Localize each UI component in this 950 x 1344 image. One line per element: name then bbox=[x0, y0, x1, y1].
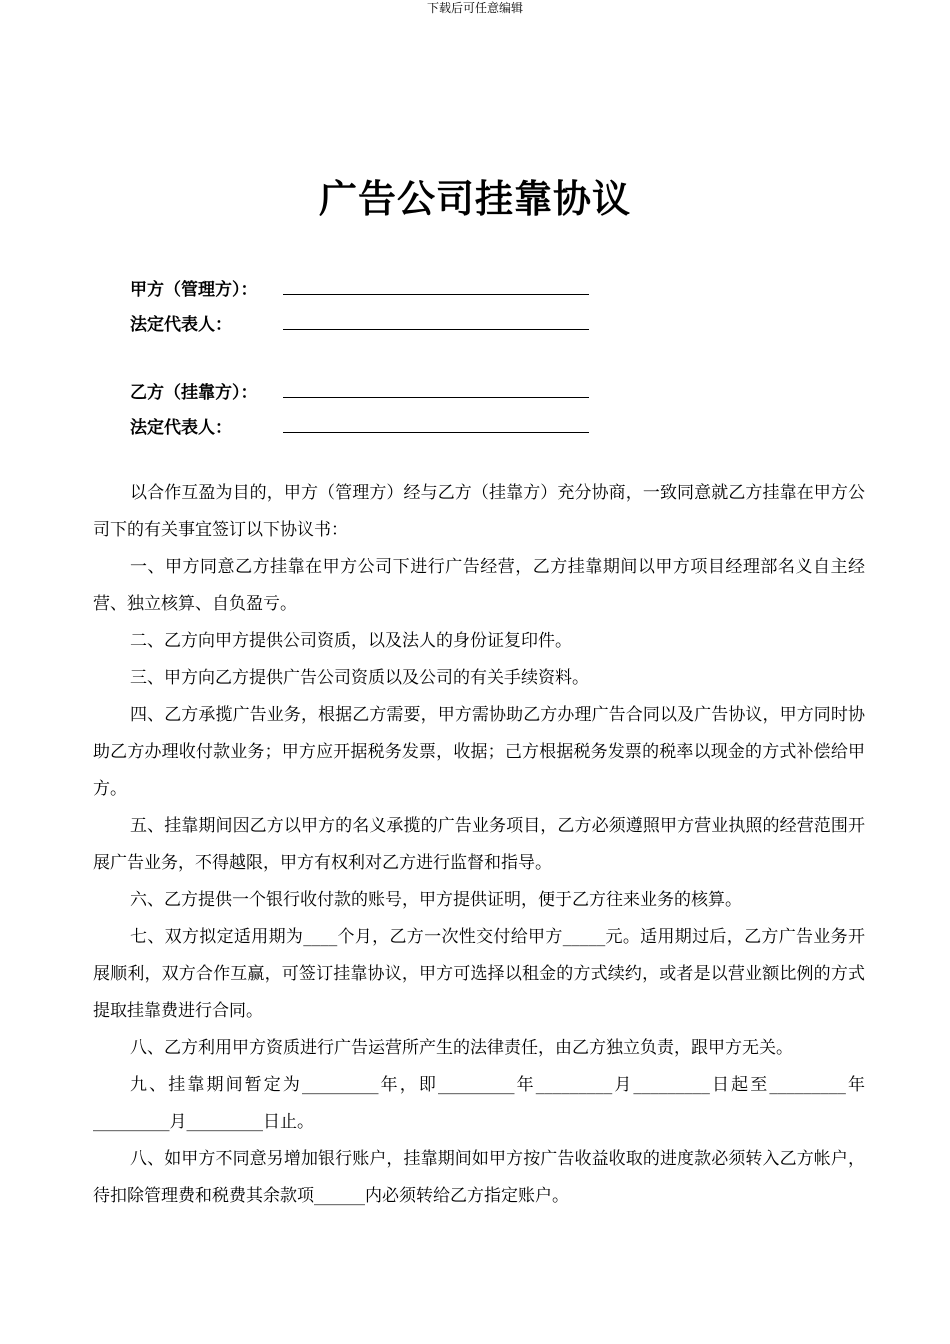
party-a-signature-line bbox=[283, 293, 589, 295]
clause-9: 九、挂靠期间暂定为_________年，即_________年_________月_________日起至_________年 _________月_________日止。 bbox=[93, 1075, 865, 1132]
party-a-rep-signature-line bbox=[283, 328, 589, 330]
clause-5: 五、挂靠期间因乙方以甲方的名义承揽的广告业务项目，乙方必须遵照甲方营业执照的经营范围开展广告业务，不得越限，甲方有权利对乙方进行监督和指导。 bbox=[93, 816, 865, 873]
clause-10: 八、如甲方不同意另增加银行账户，挂靠期间如甲方按广告收益收取的进度款必须转入乙方帐户，待扣除管理费和税费其余款项______内必须转给乙方指定账户。 bbox=[93, 1149, 865, 1206]
clause-8: 八、乙方利用甲方资质进行广告运营所产生的法律责任，由乙方独立负责，跟甲方无关。 bbox=[130, 1038, 793, 1058]
header-note: 下载后可任意编辑 bbox=[426, 1, 523, 15]
clause-4: 四、乙方承揽广告业务，根据乙方需要，甲方需协助乙方办理广告合同以及广告协议，甲方同时协助乙方办理收付款业务；甲方应开据税务发票，收据；己方根据税务发票的税率以现金的方式补偿给甲方。 bbox=[93, 705, 865, 799]
clause-7: 七、双方拟定适用期为____个月，乙方一次性交付给甲方_____元。适用期过后，乙方广告业务开展顺利，双方合作互赢，可签订挂靠协议，甲方可选择以租金的方式续约，或者是以营业额比例的方式提取挂靠费进行合同。 bbox=[93, 927, 865, 1021]
preamble-paragraph: 以合作互盈为目的，甲方（管理方）经与乙方（挂靠方）充分协商，一致同意就乙方挂靠在甲方公司下的有关事宜签订以下协议书： bbox=[93, 483, 865, 540]
party-b-label: 乙方（挂靠方）： bbox=[130, 383, 258, 403]
clause-3: 三、甲方向乙方提供广告公司资质以及公司的有关手续资料。 bbox=[130, 668, 589, 688]
party-b-rep-label: 法定代表人： bbox=[130, 418, 232, 438]
party-b-signature-line bbox=[283, 396, 589, 398]
document-title: 广告公司挂靠协议 bbox=[318, 177, 631, 221]
party-b-rep-signature-line bbox=[283, 431, 589, 433]
clause-6: 六、乙方提供一个银行收付款的账号，甲方提供证明，便于乙方往来业务的核算。 bbox=[130, 890, 742, 910]
party-a-label: 甲方（管理方）： bbox=[130, 280, 258, 300]
party-a-rep-label: 法定代表人： bbox=[130, 315, 232, 335]
clause-1: 一、甲方同意乙方挂靠在甲方公司下进行广告经营，乙方挂靠期间以甲方项目经理部名义自主经营、独立核算、自负盈亏。 bbox=[93, 557, 865, 614]
agreement-body bbox=[93, 475, 865, 1215]
clause-2: 二、乙方向甲方提供公司资质，以及法人的身份证复印件。 bbox=[130, 631, 572, 651]
